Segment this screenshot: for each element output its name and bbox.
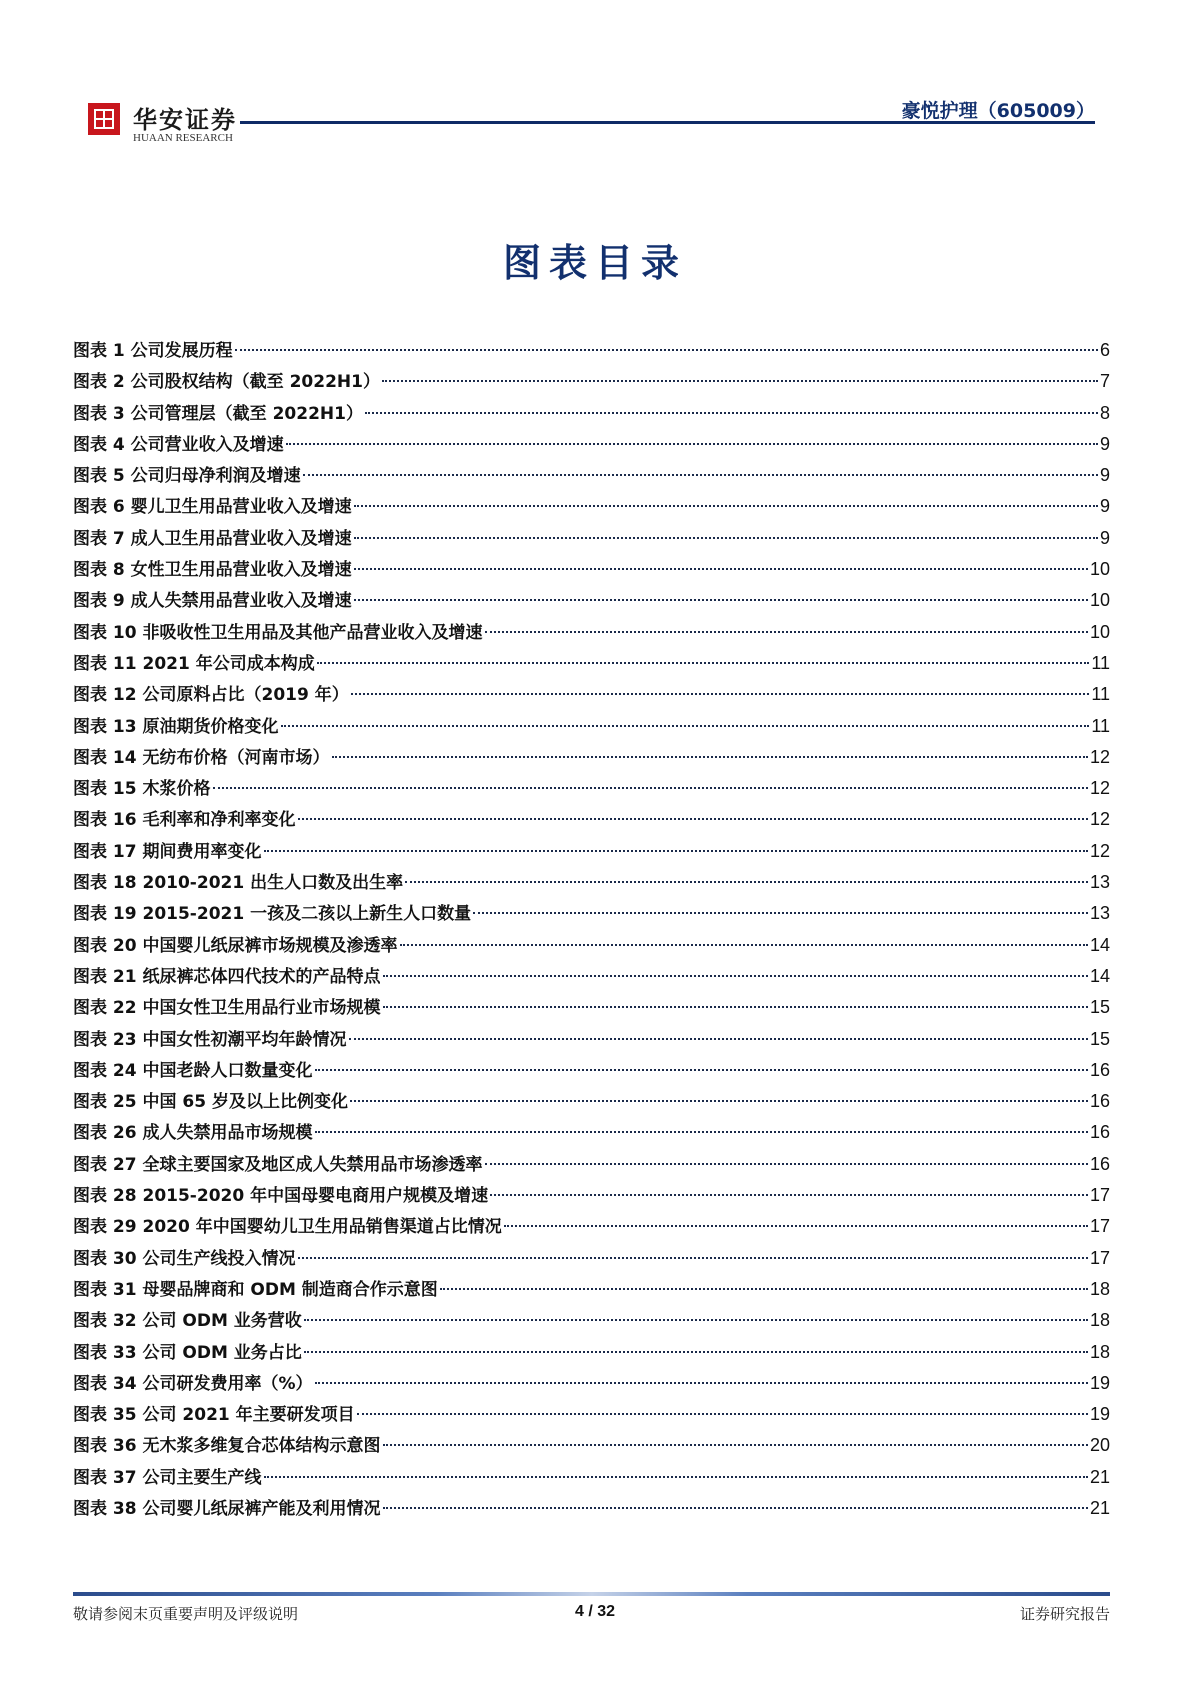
toc-entry-label[interactable]: 图表 28 2015-2020 年中国母婴电商用户规模及增速 — [73, 1186, 489, 1207]
toc-entry[interactable] — [73, 1274, 1110, 1305]
toc-entry-label[interactable]: 图表 36 无木浆多维复合芯体结构示意图 — [73, 1436, 381, 1457]
toc-entry-label[interactable]: 图表 32 公司 ODM 业务营收 — [73, 1311, 302, 1332]
toc-entry[interactable] — [73, 585, 1110, 616]
dot-leader — [350, 1100, 1088, 1102]
dot-leader — [315, 1069, 1088, 1071]
toc-entry-page-number[interactable]: 19 — [1089, 1404, 1110, 1425]
page-header — [0, 0, 1190, 150]
dot-leader — [298, 1257, 1088, 1259]
toc-entry[interactable] — [73, 429, 1110, 460]
dot-leader — [235, 349, 1098, 351]
toc-entry[interactable] — [73, 867, 1110, 898]
toc-entry[interactable] — [73, 554, 1110, 585]
toc-entry[interactable] — [73, 1305, 1110, 1336]
toc-entry-label[interactable]: 图表 26 成人失禁用品市场规模 — [73, 1123, 313, 1144]
dot-leader — [365, 412, 1098, 414]
toc-entry-label[interactable]: 图表 1 公司发展历程 — [73, 341, 233, 361]
toc-entry-page-number[interactable]: 15 — [1089, 997, 1110, 1018]
dot-leader — [504, 1225, 1088, 1227]
toc-entry-label[interactable]: 图表 15 木浆价格 — [73, 779, 211, 800]
toc-entry-page-number[interactable]: 16 — [1089, 1122, 1110, 1143]
toc-entry[interactable] — [73, 836, 1110, 867]
toc-entry-page-number[interactable]: 18 — [1089, 1310, 1110, 1331]
dot-leader — [286, 443, 1098, 445]
report-title: 豪悦护理（605009） — [901, 100, 1095, 122]
dot-leader — [440, 1288, 1088, 1290]
toc-entry-label[interactable]: 图表 8 女性卫生用品营业收入及增速 — [73, 560, 352, 581]
toc-entry[interactable] — [73, 1430, 1110, 1461]
toc-entry-label[interactable]: 图表 10 非吸收性卫生用品及其他产品营业收入及增速 — [73, 622, 483, 643]
toc-entry[interactable] — [73, 1243, 1110, 1274]
dot-leader — [354, 537, 1098, 539]
dot-leader — [213, 787, 1088, 789]
toc-entry-page-number[interactable]: 13 — [1089, 903, 1110, 924]
toc-entry-page-number[interactable]: 10 — [1089, 621, 1110, 642]
toc-entry-label[interactable]: 图表 31 母婴品牌商和 ODM 制造商合作示意图 — [73, 1279, 438, 1300]
toc-entry-page-number[interactable]: 15 — [1089, 1028, 1110, 1049]
dot-leader — [351, 693, 1090, 695]
toc-entry[interactable] — [73, 335, 1110, 366]
dot-leader — [354, 599, 1088, 601]
toc-entry[interactable] — [73, 1399, 1110, 1430]
toc-entry[interactable] — [73, 1086, 1110, 1117]
toc-entry-label[interactable]: 图表 34 公司研发费用率（%） — [73, 1373, 313, 1394]
toc-entry-label[interactable]: 图表 17 期间费用率变化 — [73, 841, 262, 862]
toc-entry-label[interactable]: 图表 6 婴儿卫生用品营业收入及增速 — [73, 497, 352, 518]
toc-entry-page-number[interactable]: 9 — [1099, 433, 1110, 454]
toc-entry-page-number[interactable]: 18 — [1089, 1341, 1110, 1362]
toc-entry-label[interactable]: 图表 38 公司婴儿纸尿裤产能及利用情况 — [73, 1498, 381, 1519]
toc-entry[interactable] — [73, 711, 1110, 742]
dot-leader — [264, 1476, 1088, 1478]
toc-entry-page-number[interactable]: 14 — [1089, 934, 1110, 955]
dot-leader — [317, 662, 1090, 664]
toc-entry[interactable] — [73, 398, 1110, 429]
toc-entry[interactable] — [73, 804, 1110, 835]
toc-entry[interactable] — [73, 648, 1110, 679]
dot-leader — [315, 1131, 1088, 1133]
toc-entry-page-number[interactable]: 9 — [1099, 465, 1110, 486]
toc-entry-page-number[interactable]: 21 — [1089, 1466, 1110, 1487]
toc-entry[interactable] — [73, 1149, 1110, 1180]
dot-leader — [485, 631, 1088, 633]
toc-entry-page-number[interactable]: 8 — [1099, 402, 1110, 423]
toc-entry-page-number[interactable]: 16 — [1089, 1091, 1110, 1112]
toc-entry-label[interactable]: 图表 21 纸尿裤芯体四代技术的产品特点 — [73, 966, 381, 987]
dot-leader — [315, 1382, 1088, 1384]
toc-entry-page-number[interactable]: 10 — [1089, 559, 1110, 580]
page-title: 图表目录 — [502, 240, 687, 285]
logo-english-name: HUAAN RESEARCH — [133, 132, 233, 144]
toc-entry[interactable] — [73, 1211, 1110, 1242]
toc-entry-page-number[interactable]: 21 — [1089, 1497, 1110, 1518]
toc-entry[interactable] — [73, 992, 1110, 1023]
toc-entry[interactable] — [73, 1024, 1110, 1055]
toc-entry[interactable] — [73, 366, 1110, 397]
toc-entry[interactable] — [73, 523, 1110, 554]
toc-entry[interactable] — [73, 617, 1110, 648]
dot-leader — [281, 725, 1090, 727]
toc-entry-page-number[interactable]: 20 — [1089, 1435, 1110, 1456]
toc-entry-label[interactable]: 图表 14 无纺布价格（河南市场） — [73, 747, 330, 768]
toc-entry[interactable] — [73, 1055, 1110, 1086]
toc-entry-label[interactable]: 图表 11 2021 年公司成本构成 — [73, 653, 315, 674]
dot-leader — [383, 1507, 1088, 1509]
toc-entry-page-number[interactable]: 11 — [1091, 715, 1110, 736]
toc-entry[interactable] — [73, 1368, 1110, 1399]
toc-entry-label[interactable]: 图表 16 毛利率和净利率变化 — [73, 810, 296, 831]
toc-entry[interactable] — [73, 1493, 1110, 1524]
toc-entry-label[interactable]: 图表 33 公司 ODM 业务占比 — [73, 1342, 302, 1363]
toc-entry-label[interactable]: 图表 4 公司营业收入及增速 — [73, 434, 284, 455]
page-indicator: 4 / 32 — [574, 1603, 616, 1620]
toc-entry-page-number[interactable]: 17 — [1089, 1247, 1110, 1268]
dot-leader — [383, 1444, 1088, 1446]
toc-entry-page-number[interactable]: 14 — [1089, 965, 1110, 986]
toc-entry-label[interactable]: 图表 22 中国女性卫生用品行业市场规模 — [73, 998, 381, 1019]
toc-entry-label[interactable]: 图表 23 中国女性初潮平均年龄情况 — [73, 1029, 347, 1050]
dot-leader — [298, 818, 1088, 820]
toc-entry-label[interactable]: 图表 30 公司生产线投入情况 — [73, 1248, 296, 1269]
toc-entry-page-number[interactable]: 6 — [1099, 340, 1110, 360]
toc-entry[interactable] — [73, 491, 1110, 522]
toc-entry-label[interactable]: 图表 2 公司股权结构（截至 2022H1） — [73, 372, 380, 393]
toc-entry-page-number[interactable]: 17 — [1089, 1216, 1110, 1237]
dot-leader — [382, 380, 1098, 382]
toc-entry[interactable] — [73, 1117, 1110, 1148]
toc-entry-page-number[interactable]: 11 — [1091, 684, 1110, 705]
toc-entry-label[interactable]: 图表 12 公司原料占比（2019 年） — [73, 685, 349, 706]
toc-entry-page-number[interactable]: 17 — [1089, 1185, 1110, 1206]
toc-entry-label[interactable]: 图表 5 公司归母净利润及增速 — [73, 466, 301, 487]
toc-entry-page-number[interactable]: 16 — [1089, 1153, 1110, 1174]
toc-entry[interactable] — [73, 773, 1110, 804]
figure-toc-list — [73, 335, 1110, 1524]
dot-leader — [473, 912, 1088, 914]
dot-leader — [354, 568, 1088, 570]
footer-report-type: 证券研究报告 — [1019, 1605, 1110, 1623]
dot-leader — [357, 1413, 1088, 1415]
toc-entry[interactable] — [73, 898, 1110, 929]
dot-leader — [304, 1351, 1088, 1353]
toc-entry-page-number[interactable]: 12 — [1089, 840, 1110, 861]
toc-entry-label[interactable]: 图表 9 成人失禁用品营业收入及增速 — [73, 591, 352, 612]
dot-leader — [304, 1319, 1088, 1321]
toc-entry-page-number[interactable]: 11 — [1091, 652, 1110, 673]
toc-entry-page-number[interactable]: 9 — [1099, 527, 1110, 548]
toc-entry-label[interactable]: 图表 27 全球主要国家及地区成人失禁用品市场渗透率 — [73, 1154, 483, 1175]
dot-leader — [485, 1163, 1088, 1165]
toc-entry-label[interactable]: 图表 18 2010-2021 出生人口数及出生率 — [73, 873, 404, 894]
toc-entry-label[interactable]: 图表 37 公司主要生产线 — [73, 1467, 262, 1488]
dot-leader — [383, 1006, 1088, 1008]
dot-leader — [332, 756, 1088, 758]
toc-entry[interactable] — [73, 1180, 1110, 1211]
toc-entry-label[interactable]: 图表 25 中国 65 岁及以上比例变化 — [73, 1092, 348, 1113]
toc-entry-page-number[interactable]: 16 — [1089, 1059, 1110, 1080]
toc-entry-page-number[interactable]: 10 — [1089, 590, 1110, 611]
toc-entry-page-number[interactable]: 18 — [1089, 1278, 1110, 1299]
dot-leader — [354, 505, 1098, 507]
toc-entry-label[interactable]: 图表 3 公司管理层（截至 2022H1） — [73, 403, 363, 424]
toc-entry[interactable] — [73, 742, 1110, 773]
toc-entry[interactable] — [73, 1462, 1110, 1493]
toc-entry-label[interactable]: 图表 7 成人卫生用品营业收入及增速 — [73, 528, 352, 549]
toc-entry[interactable] — [73, 679, 1110, 710]
dot-leader — [400, 944, 1088, 946]
toc-entry[interactable] — [73, 961, 1110, 992]
dot-leader — [383, 975, 1088, 977]
toc-entry[interactable] — [73, 460, 1110, 491]
toc-entry-label[interactable]: 图表 19 2015-2021 一孩及二孩以上新生人口数量 — [73, 904, 472, 925]
toc-entry[interactable] — [73, 930, 1110, 961]
toc-entry-label[interactable]: 图表 29 2020 年中国婴幼儿卫生用品销售渠道占比情况 — [73, 1217, 502, 1238]
toc-entry-page-number[interactable]: 19 — [1089, 1372, 1110, 1393]
dot-leader — [264, 850, 1088, 852]
logo-chinese-name: 华安证券 — [133, 105, 237, 134]
toc-entry-page-number[interactable]: 7 — [1099, 371, 1110, 392]
toc-entry-label[interactable]: 图表 24 中国老龄人口数量变化 — [73, 1060, 313, 1081]
dot-leader — [349, 1038, 1088, 1040]
dot-leader — [490, 1194, 1088, 1196]
toc-entry-page-number[interactable]: 12 — [1089, 746, 1110, 767]
toc-entry-page-number[interactable]: 13 — [1089, 872, 1110, 893]
footer-divider — [73, 1592, 1110, 1596]
toc-entry-label[interactable]: 图表 35 公司 2021 年主要研发项目 — [73, 1405, 355, 1426]
toc-entry[interactable] — [73, 1337, 1110, 1368]
dot-leader — [405, 881, 1088, 883]
toc-entry-page-number[interactable]: 12 — [1089, 809, 1110, 830]
toc-entry-label[interactable]: 图表 13 原油期货价格变化 — [73, 716, 279, 737]
toc-entry-label[interactable]: 图表 20 中国婴儿纸尿裤市场规模及渗透率 — [73, 935, 398, 956]
toc-entry-page-number[interactable]: 9 — [1099, 496, 1110, 517]
footer-disclaimer: 敬请参阅末页重要声明及评级说明 — [73, 1605, 299, 1623]
dot-leader — [303, 474, 1098, 476]
huaan-logo-icon — [88, 103, 120, 135]
toc-entry-page-number[interactable]: 12 — [1089, 778, 1110, 799]
